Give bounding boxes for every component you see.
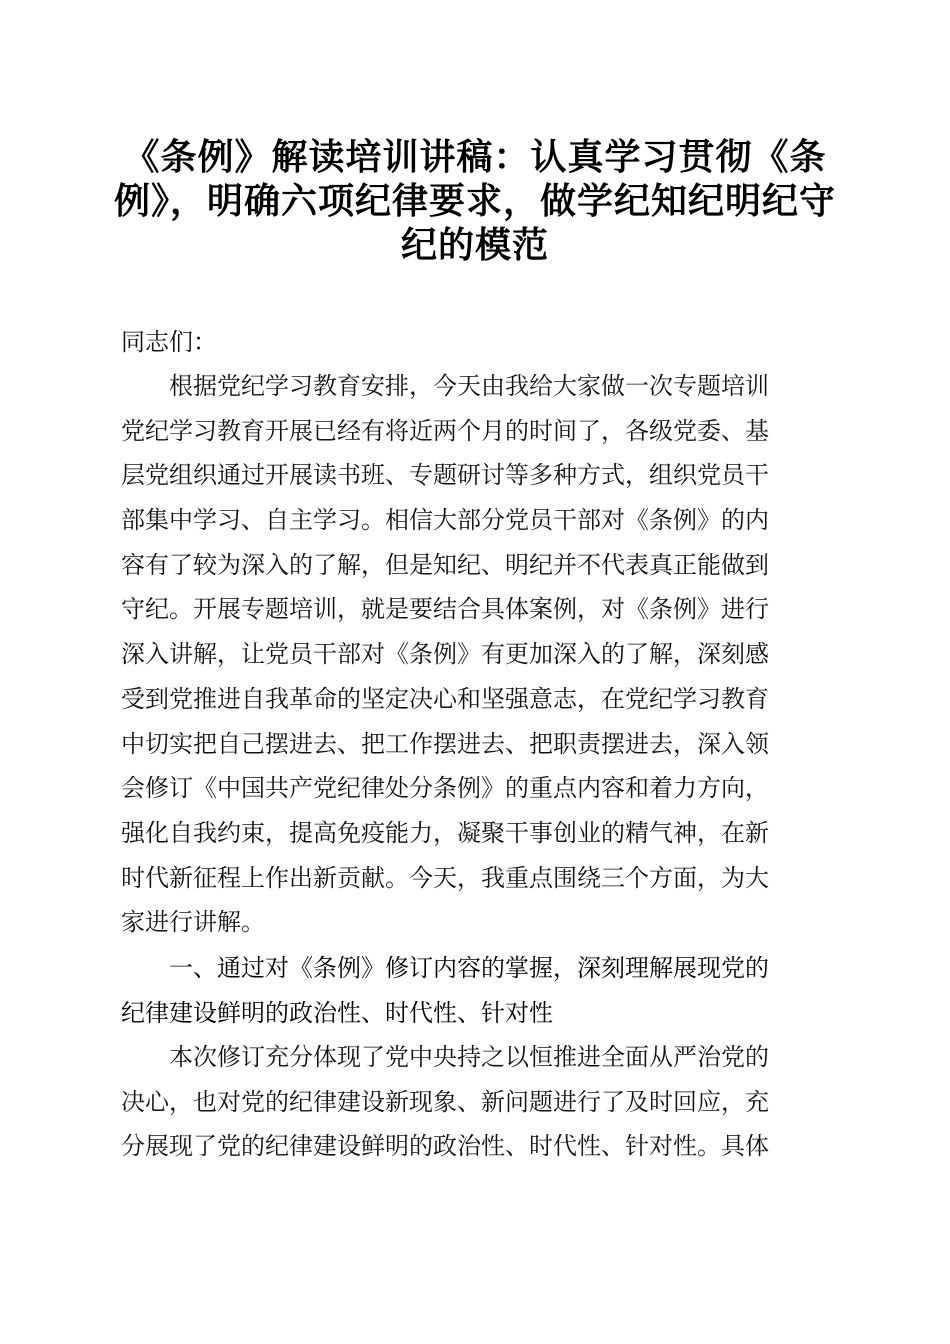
paragraph-line: 会修订《中国共产党纪律处分条例》的重点内容和着力方向， <box>121 774 769 803</box>
paragraph-line: 容有了较为深入的了解，但是知纪、明纪并不代表真正能做到 <box>121 550 769 579</box>
paragraph-line: 层党组织通过开展读书班、专题研讨等多种方式，组织党员干 <box>121 461 769 490</box>
document-title <box>110 136 840 268</box>
paragraph-line: 守纪。开展专题培训，就是要结合具体案例，对《条例》进行 <box>121 595 769 624</box>
paragraph-line: 家进行讲解。 <box>121 908 265 937</box>
paragraph-line: 分展现了党的纪律建设鲜明的政治性、时代性、针对性。具体 <box>121 1132 769 1161</box>
section-heading <box>121 946 841 1035</box>
salutation: 同志们： <box>121 328 217 356</box>
paragraph-section1 <box>121 1035 831 1169</box>
paragraph-intro <box>121 364 831 945</box>
paragraph-line: 决心，也对党的纪律建设新现象、新问题进行了及时回应，充 <box>121 1087 769 1116</box>
title-line: 《条例》解读培训讲稿：认真学习贯彻《条 <box>123 137 827 178</box>
paragraph-line: 党纪学习教育开展已经有将近两个月的时间了，各级党委、基 <box>121 416 769 445</box>
paragraph-line: 深入讲解，让党员干部对《条例》有更加深入的了解，深刻感 <box>121 640 769 669</box>
heading-line: 纪律建设鲜明的政治性、时代性、针对性 <box>121 998 553 1027</box>
paragraph-line: 时代新征程上作出新贡献。今天，我重点围绕三个方面，为大 <box>121 863 769 892</box>
paragraph-line: 本次修订充分体现了党中央持之以恒推进全面从严治党的 <box>169 1043 769 1071</box>
heading-line: 一、通过对《条例》修订内容的掌握，深刻理解展现党的 <box>169 954 769 982</box>
title-line: 纪的模范 <box>400 225 549 266</box>
paragraph-line: 中切实把自己摆进去、把工作摆进去、把职责摆进去，深入领 <box>121 729 769 758</box>
paragraph-line: 部集中学习、自主学习。相信大部分党员干部对《条例》的内 <box>121 506 769 535</box>
paragraph-line: 根据党纪学习教育安排，今天由我给大家做一次专题培训 <box>169 372 769 400</box>
paragraph-line: 强化自我约束，提高免疫能力，凝聚干事创业的精气神，在新 <box>121 818 769 847</box>
paragraph-line: 受到党推进自我革命的坚定决心和坚强意志，在党纪学习教育 <box>121 684 769 713</box>
title-line: 例》，明确六项纪律要求，做学纪知纪明纪守 <box>113 181 836 222</box>
